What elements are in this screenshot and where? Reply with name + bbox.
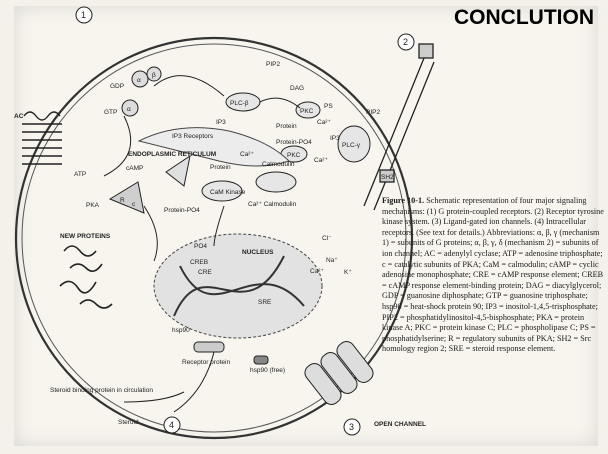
label-ca-mid: Ca²⁺ [314, 157, 328, 164]
ion-channel [302, 338, 377, 407]
label-gtp: GTP [104, 109, 118, 116]
label-dag: DAG [290, 85, 305, 92]
label-ca-top: Ca²⁺ [317, 119, 331, 126]
mechanism-2-label: 2 [403, 37, 409, 47]
mechanism-4-label: 4 [169, 420, 175, 430]
label-ca-er: Ca²⁺ [240, 151, 254, 158]
label-ca-calmodulin: Ca²⁺ Calmodulin [248, 201, 297, 208]
label-ip3-receptors: IP3 Receptors [172, 133, 214, 140]
label-alpha: α [137, 77, 141, 84]
label-ac: AC [14, 113, 24, 120]
label-plc-beta: PLC-β [230, 100, 249, 107]
label-steroid: Steroid [118, 419, 139, 426]
label-camp: cAMP [126, 165, 144, 172]
label-sre: SRE [258, 299, 272, 306]
label-r-subunit: R [120, 197, 125, 204]
label-ca-channel: Ca²⁺ [310, 268, 324, 275]
label-ip3-a: IP3 [216, 119, 226, 126]
label-sh2: SH2 [381, 174, 394, 181]
hsp90-free-shape [254, 356, 268, 364]
nucleus-shape [154, 234, 322, 338]
label-atp: ATP [74, 171, 87, 178]
label-receptor-protein: Receptor protein [182, 359, 231, 366]
label-calmodulin: Calmodulin [262, 161, 295, 168]
figure-caption-text: Schematic representation of four major signaling mechanisms: (1) G protein-coupled receptors. (2) Receptor tyrosine kinase system. (3) Ligand-gated ion channels. (4) Intracellular receptors. (See text for details.) Abbreviations: α, β, γ (mechanism 1) = subunits of G proteins; α, β, γ, δ (mechanism 2) = subunits of ion channel; AC = adenylyl cyclase; ATP = adenosine triphosphate; c = catalytic subunits of PKA; CaM = calmodulin; cAMP = cyclic adenosine monophosphate; CRE = cAMP response element; CREB = cAMP response element-binding protein; DAG = diacylglycerol; GDP = guanosine diphosphate; GTP = guanosine triphosphate; hsp90 = heat-shock protein 90; IP3 = inositol-1,4,5-trisphosphate; PIP2 = phosphatidylinositol-4,5-bisphosphate; PKA = protein kinase A; PKC = protein kinase C; PLC = phospholipase C; PS = phosphatidylserine; R = regulatory subunits of PKA; SH2 = Src homology region 2; SRE = steroid response element. [382, 196, 604, 354]
label-protein: Protein [276, 123, 297, 130]
label-gdp: GDP [110, 83, 125, 90]
catalytic-subunits [166, 156, 190, 186]
label-protein-po4: Protein-PO4 [276, 139, 312, 146]
label-protein-po4-2: Protein-PO4 [164, 207, 200, 214]
label-pkc-top: PKC [300, 108, 314, 115]
label-pka: PKA [86, 202, 100, 209]
label-pip2-right: PIP2 [366, 109, 381, 116]
label-cam-kinase: CaM Kinase [210, 189, 246, 196]
receptor-protein-shape [194, 342, 224, 352]
figure-caption [382, 196, 604, 355]
label-plc-gamma: PLC-γ [342, 142, 361, 149]
label-ps: PS [324, 103, 333, 110]
label-nucleus: NUCLEUS [242, 249, 274, 256]
label-c-subunit: c [132, 201, 136, 208]
label-po4-nucleus: PO4 [194, 243, 208, 250]
label-k: K⁺ [344, 269, 352, 276]
label-pkc-mid: PKC [287, 152, 301, 159]
cam-kinase-right [256, 172, 296, 192]
slide-title: CONCLUTION [454, 6, 594, 29]
label-open-channel: OPEN CHANNEL [374, 421, 427, 428]
label-steroid-binding: Steroid binding protein in circulation [50, 387, 153, 394]
new-proteins-squiggles [60, 246, 112, 308]
label-hsp90: hsp90 [172, 327, 190, 334]
mechanism-3-label: 3 [349, 422, 355, 432]
label-protein-2: Protein [210, 164, 231, 171]
pka-complex [110, 182, 144, 213]
label-alpha-gtp: α [127, 106, 131, 113]
label-na: Na⁺ [326, 257, 338, 264]
label-cl: Cl⁻ [322, 235, 332, 242]
label-ip3-b: IP3 [330, 135, 340, 142]
label-er: ENDOPLASMIC RETICULUM [128, 151, 217, 158]
label-pip2-top: PIP2 [266, 61, 281, 68]
label-hsp90-free: hsp90 (free) [250, 367, 286, 374]
mechanism-1-label: 1 [81, 10, 87, 20]
label-creb: CREB [190, 259, 209, 266]
label-cre: CRE [198, 269, 212, 276]
figure-label: Figure 10-1. [382, 196, 425, 205]
label-beta: β [152, 72, 156, 79]
label-new-proteins: NEW PROTEINS [60, 233, 111, 240]
